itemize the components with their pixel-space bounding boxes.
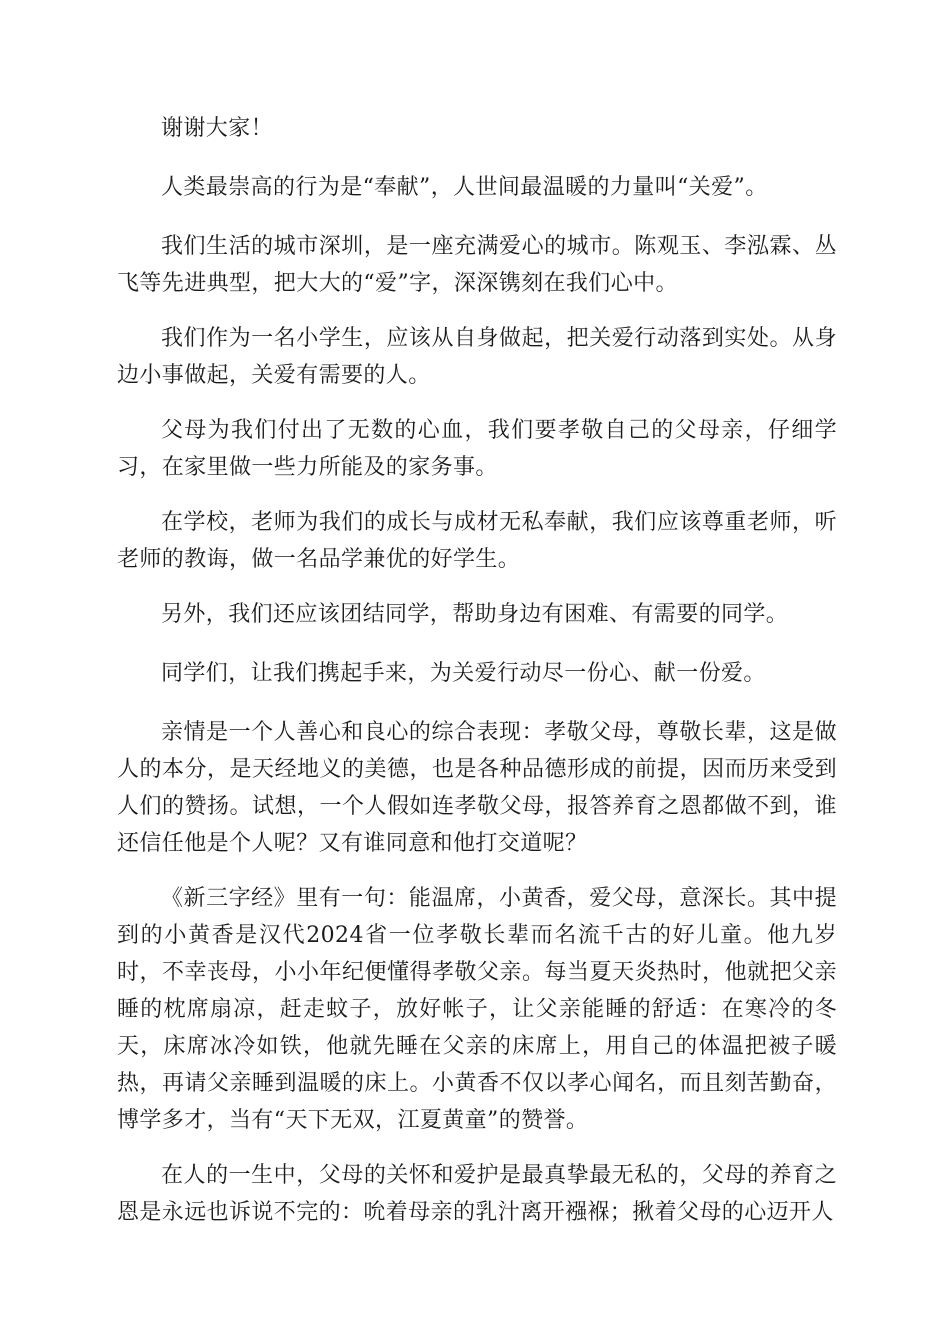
paragraph-classmates: 另外，我们还应该团结同学，帮助身边有困难、有需要的同学。 bbox=[161, 602, 789, 627]
paragraph-dedication: 人类最崇高的行为是“奉献”，人世间最温暖的力量叫“关爱”。 bbox=[161, 175, 768, 200]
paragraph-huang-xiang: 《新三字经》里有一句：能温席，小黄香，爱父母，意深长。其中提到的小黄香是汉代2024省一位孝敬长辈而名流千古的好儿童。他九岁时，不幸丧母，小小年纪便懂得孝敬父亲。每当夏天炎热时，他就把父亲睡的枕席扇凉，赶走蚊子，放好帐子，让父亲能睡的舒适：在寒冷的冬天，床席冰冷如铁，他就先睡在父亲的床席上，用自己的体温把被子暖热，再请父亲睡到温暖的床上。小黄香不仅以孝心闻名，而且刻苦勤奋，博学多才，当有“天下无双，江夏黄童”的赞誉。 bbox=[117, 886, 837, 1133]
document-body bbox=[117, 110, 837, 1249]
paragraph-parental-love: 在人的一生中，父母的关怀和爱护是最真挚最无私的，父母的养育之恩是永远也诉说不完的：吮着母亲的乳汁离开襁褓；揪着父母的心迈开人 bbox=[117, 1163, 837, 1225]
paragraph-filial-piety: 亲情是一个人善心和良心的综合表现：孝敬父母，尊敬长辈，这是做人的本分，是天经地义的美德，也是各种品德形成的前提，因而历来受到人们的赞扬。试想，一个人假如连孝敬父母，报答养育之恩都做不到，谁还信任他是个人呢？又有谁同意和他打交道呢？ bbox=[117, 720, 837, 856]
paragraph-school: 在学校，老师为我们的成长与成材无私奉献，我们应该尊重老师，听老师的教诲，做一名品学兼优的好学生。 bbox=[117, 510, 837, 572]
paragraph-call-to-action: 同学们，让我们携起手来，为关爱行动尽一份心、献一份爱。 bbox=[161, 661, 766, 686]
paragraph-parents: 父母为我们付出了无数的心血，我们要孝敬自己的父母亲，仔细学习，在家里做一些力所能及的家务事。 bbox=[117, 418, 837, 480]
paragraph-shenzhen: 我们生活的城市深圳，是一座充满爱心的城市。陈观玉、李泓霖、丛飞等先进典型，把大大的“爱”字，深深镌刻在我们心中。 bbox=[117, 234, 837, 296]
paragraph-thanks: 谢谢大家！ bbox=[161, 116, 274, 141]
paragraph-student: 我们作为一名小学生，应该从自身做起，把关爱行动落到实处。从身边小事做起，关爱有需要的人。 bbox=[117, 326, 837, 388]
